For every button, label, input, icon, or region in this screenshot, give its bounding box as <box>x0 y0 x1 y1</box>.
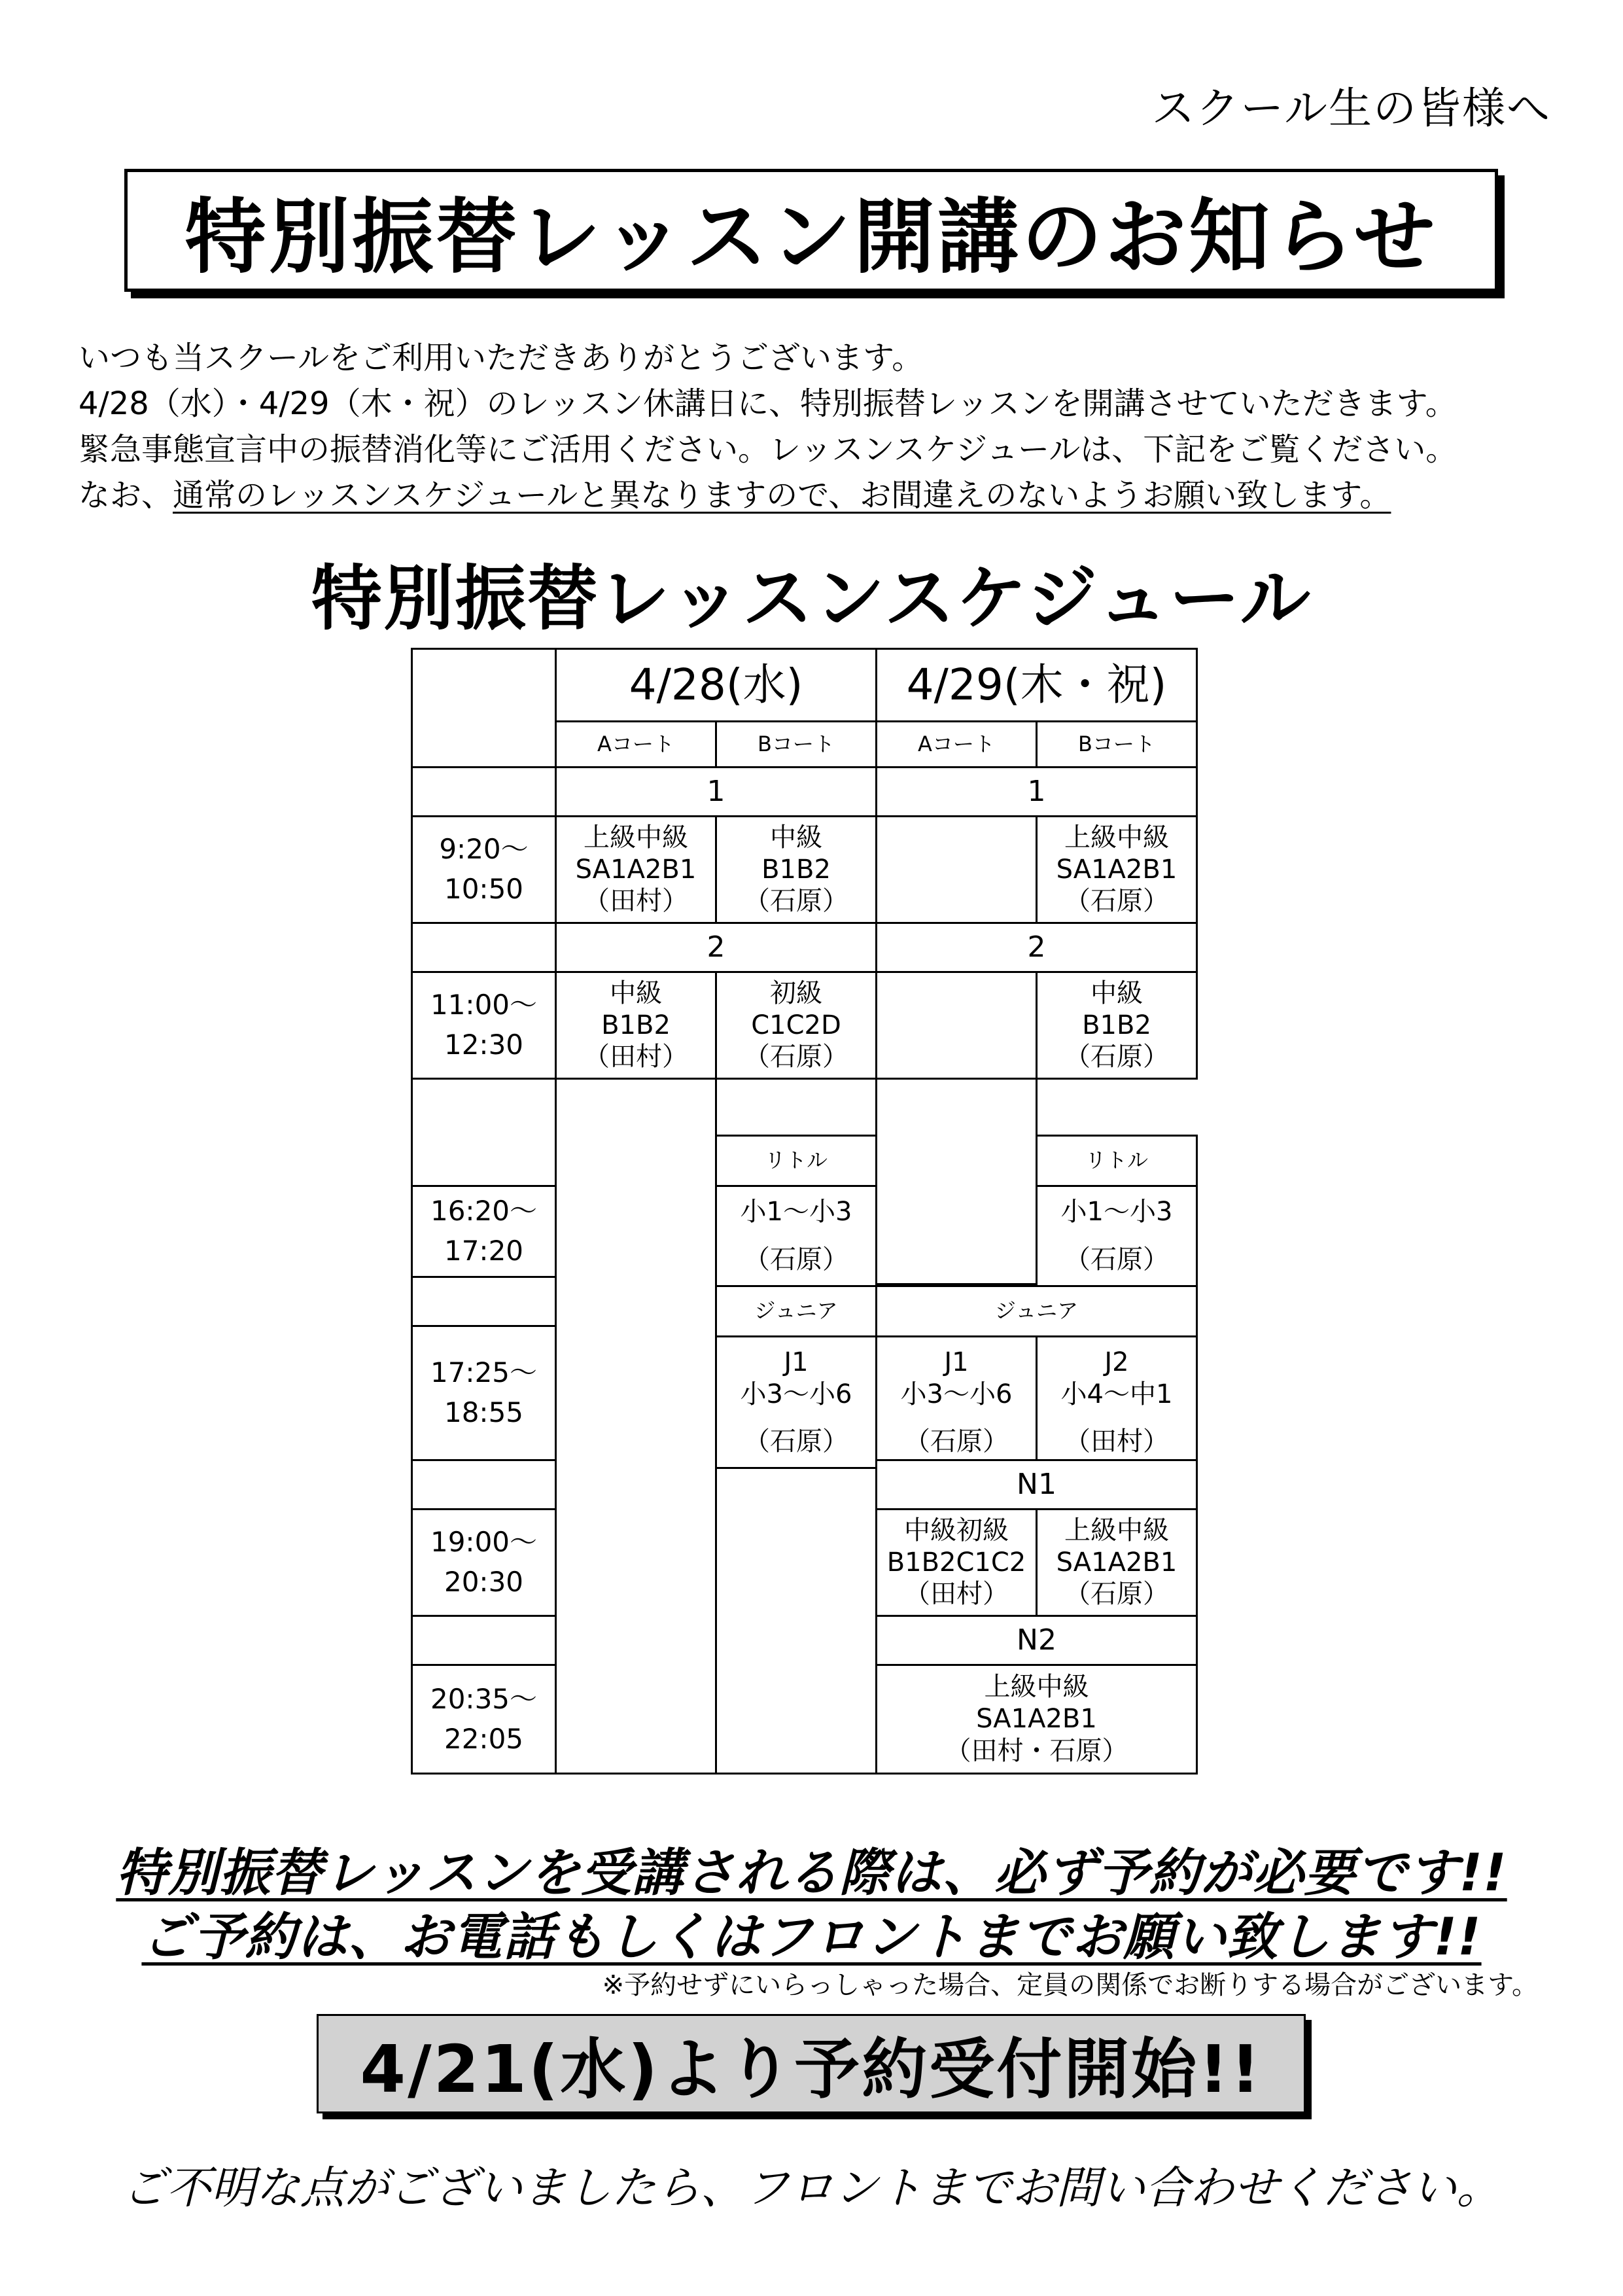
schedule-table <box>411 648 1198 1775</box>
lesson-coach: （田村・石原） <box>945 1735 1128 1766</box>
lesson-class: C1C2D <box>751 1010 841 1040</box>
time-spacer <box>411 1276 557 1327</box>
lesson-coach: （田村） <box>1064 1426 1169 1457</box>
lesson-level: 上級中級 <box>584 822 688 853</box>
court-b-header: Bコート <box>715 720 877 768</box>
lesson-level: 初級 <box>770 978 822 1008</box>
empty-cell <box>875 971 1038 1080</box>
intro-line-4-warning: 通常のレッスンスケジュールと異なりますので、お間違えのないようお願い致します。 <box>173 477 1391 514</box>
time-start: 20:35～ <box>430 1682 538 1715</box>
session-label: 2 <box>875 922 1198 973</box>
lesson-cell <box>1036 815 1198 924</box>
lesson-cell <box>875 1664 1198 1775</box>
junior-label: ジュニア <box>715 1285 877 1337</box>
empty-column-block <box>555 1078 717 1775</box>
lesson-coach: （石原） <box>744 1042 848 1072</box>
time-spacer <box>411 1615 557 1666</box>
time-end: 12:30 <box>444 1029 524 1061</box>
addressee: スクール生の皆様へ <box>1151 83 1551 133</box>
day-header-0428: 4/28(水) <box>555 648 877 722</box>
court-a-header: Aコート <box>555 720 717 768</box>
lesson-class: SA1A2B1 <box>575 854 697 885</box>
footnote: ※予約せずにいらっしゃった場合、定員の関係でお断りする場合がございます。 <box>602 1970 1538 2000</box>
corner-cell <box>411 648 557 768</box>
lesson-coach: （田村） <box>584 1042 688 1072</box>
empty-cell <box>875 815 1038 924</box>
lesson-cell <box>1036 971 1198 1080</box>
reservation-required-notice: 特別振替レッスンを受講される際は、必ず予約が必要です!! <box>116 1844 1507 1903</box>
lesson-level: 中級 <box>1091 978 1143 1008</box>
lesson-cell <box>715 1335 877 1469</box>
day-header-0429: 4/29(木・祝) <box>875 648 1198 722</box>
intro-line-4 <box>79 472 1583 518</box>
time-start: 17:25～ <box>430 1356 538 1389</box>
session-label: N1 <box>875 1459 1198 1510</box>
lesson-cell <box>715 815 877 924</box>
time-slot <box>411 1325 557 1461</box>
lesson-class: J1 <box>944 1347 969 1377</box>
court-b-header: Bコート <box>1036 720 1198 768</box>
lesson-coach: （石原） <box>744 1245 848 1275</box>
session-label: N2 <box>875 1615 1198 1666</box>
lesson-class: B1B2 <box>601 1010 671 1040</box>
session-label: 1 <box>555 766 877 817</box>
lesson-grade: 小3～小6 <box>740 1379 852 1409</box>
time-end: 20:30 <box>444 1566 524 1598</box>
lesson-level: 上級中級 <box>1064 1515 1169 1545</box>
lesson-class: B1B2 <box>1082 1010 1151 1040</box>
lesson-cell <box>555 971 717 1080</box>
lesson-grade: 小4～中1 <box>1060 1379 1173 1409</box>
lesson-cell <box>715 971 877 1080</box>
empty-column-block <box>875 1078 1038 1285</box>
empty-column-block <box>715 1467 877 1775</box>
page-title: 特別振替レッスン開講のお知らせ <box>124 169 1498 292</box>
lesson-class: J2 <box>1104 1347 1129 1377</box>
intro-line-3: 緊急事態宣言中の振替消化等にご活用ください。レッスンスケジュールは、下記をご覧ください。 <box>79 431 1457 468</box>
time-end: 18:55 <box>444 1396 524 1428</box>
closing-message: ご不明な点がございましたら、フロントまでお問い合わせください。 <box>122 2163 1501 2214</box>
lesson-level: 上級中級 <box>1064 822 1169 853</box>
lesson-coach: （石原） <box>904 1426 1009 1457</box>
lesson-coach: （石原） <box>744 1426 848 1457</box>
lesson-coach: （田村） <box>584 886 688 917</box>
intro-line-4-prefix: なお、 <box>79 477 173 514</box>
time-spacer <box>411 922 557 973</box>
lesson-coach: （石原） <box>1064 886 1169 917</box>
session-label: 2 <box>555 922 877 973</box>
junior-label: ジュニア <box>875 1285 1198 1337</box>
lesson-cell <box>1036 1335 1198 1469</box>
lesson-class: 小1～小3 <box>740 1197 852 1227</box>
lesson-class: J1 <box>784 1347 809 1377</box>
time-end: 22:05 <box>444 1722 524 1755</box>
lesson-coach: （田村） <box>904 1579 1009 1610</box>
time-start: 11:00～ <box>430 989 538 1021</box>
intro-line-2: 4/28（水）・4/29（木・祝）のレッスン休講日に、特別振替レッスンを開講させていただきます。 <box>79 385 1457 422</box>
lesson-cell <box>1036 1508 1198 1617</box>
lesson-cell <box>875 1508 1038 1617</box>
time-spacer <box>411 1459 557 1510</box>
lesson-coach: （石原） <box>1064 1042 1169 1072</box>
lesson-class: B1B2 <box>761 854 831 885</box>
time-slot <box>411 1185 557 1278</box>
lesson-coach: （石原） <box>1064 1579 1169 1610</box>
lesson-cell <box>555 815 717 924</box>
lesson-class: 小1～小3 <box>1060 1197 1173 1227</box>
time-start: 9:20～ <box>439 833 529 866</box>
schedule-heading: 特別振替レッスンスケジュール <box>311 558 1312 640</box>
lesson-level: 中級 <box>610 978 662 1008</box>
time-spacer <box>411 766 557 817</box>
time-slot <box>411 971 557 1080</box>
lesson-level: 中級 <box>770 822 822 853</box>
time-start: 19:00～ <box>430 1526 538 1559</box>
lesson-level: 中級初級 <box>904 1515 1009 1545</box>
lesson-coach: （石原） <box>744 886 848 917</box>
time-start: 16:20～ <box>430 1195 538 1227</box>
time-end: 17:20 <box>444 1235 524 1267</box>
reservation-start-banner: 4/21(水)より予約受付開始!! <box>317 2014 1306 2113</box>
lesson-cell <box>875 1335 1038 1469</box>
court-a-header: Aコート <box>875 720 1038 768</box>
time-end: 10:50 <box>444 873 524 905</box>
time-slot <box>411 1664 557 1775</box>
session-label: 1 <box>875 766 1198 817</box>
lesson-grade: 小3～小6 <box>900 1379 1013 1409</box>
lesson-class: SA1A2B1 <box>1056 854 1178 885</box>
little-label: リトル <box>715 1135 877 1187</box>
time-slot <box>411 815 557 924</box>
reservation-method-notice: ご予約は、お電話もしくはフロントまでお願い致します!! <box>141 1908 1482 1967</box>
time-slot <box>411 1508 557 1617</box>
intro-line-1: いつも当スクールをご利用いただきありがとうございます。 <box>79 340 924 376</box>
lesson-level: 上級中級 <box>984 1672 1089 1703</box>
lesson-cell <box>715 1185 877 1287</box>
lesson-cell <box>1036 1185 1198 1287</box>
intro-text <box>79 335 1583 518</box>
lesson-class: SA1A2B1 <box>976 1704 1097 1735</box>
little-label: リトル <box>1036 1135 1198 1187</box>
lesson-class: SA1A2B1 <box>1056 1547 1178 1578</box>
lesson-class: B1B2C1C2 <box>886 1547 1026 1578</box>
lesson-coach: （石原） <box>1064 1245 1169 1275</box>
